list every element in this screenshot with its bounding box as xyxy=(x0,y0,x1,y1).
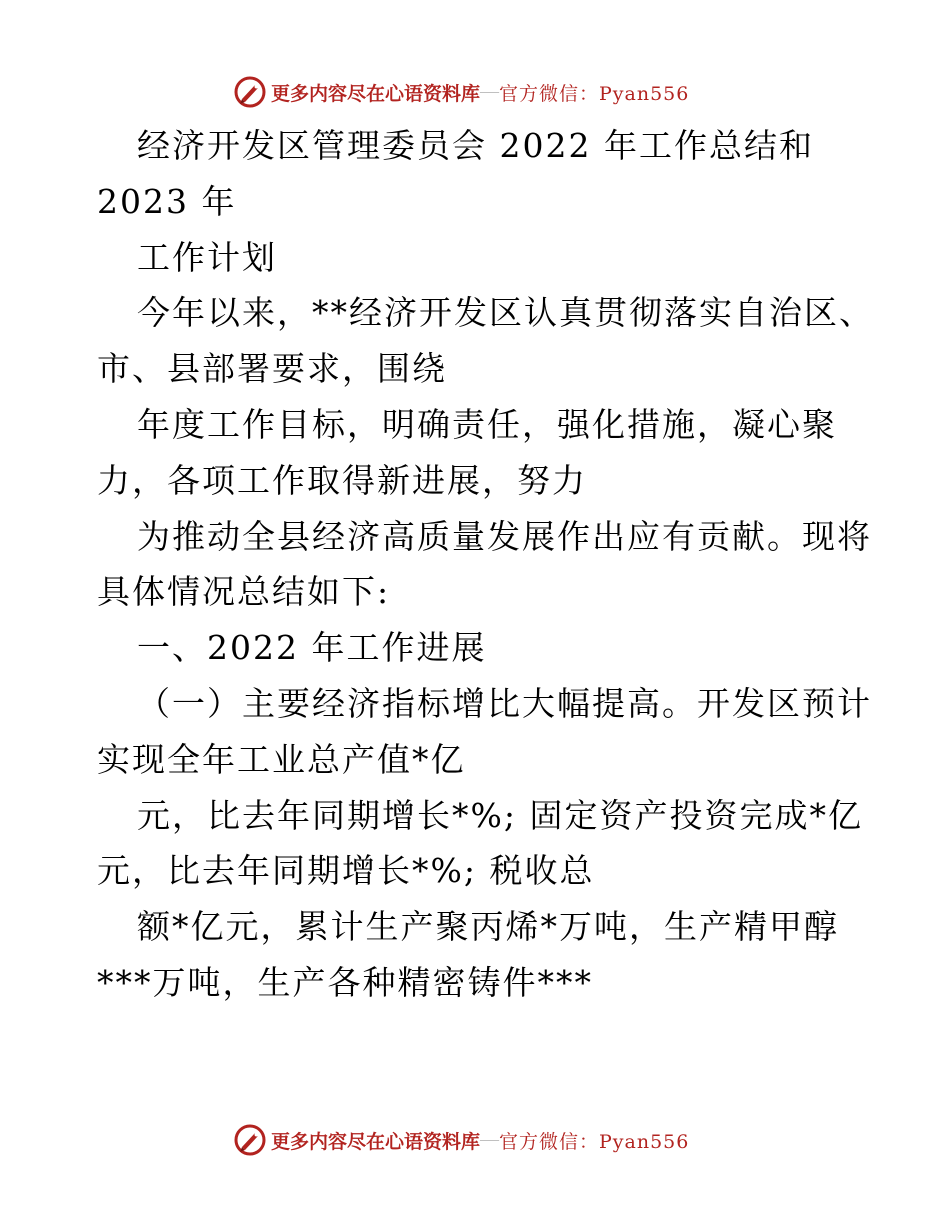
pen-logo-icon xyxy=(233,1123,267,1157)
paragraph-line: ***万吨，生产各种精密铸件*** xyxy=(97,962,593,1002)
banner-contact: 官方微信：Pyan556 xyxy=(499,1130,690,1153)
banner-contact: 官方微信：Pyan556 xyxy=(499,82,690,105)
paragraph-line: 今年以来，**经济开发区认真贯彻落实自治区、 xyxy=(137,293,874,333)
footer-watermark-banner xyxy=(0,1120,950,1160)
paragraph-line: 力，各项工作取得新进展，努力 xyxy=(97,460,587,500)
paragraph-line: 实现全年工业总产值*亿 xyxy=(97,739,466,779)
paragraph-line: 额*亿元，累计生产聚丙烯*万吨，生产精甲醇 xyxy=(137,907,839,947)
paragraph-line: 元，比去年同期增长*%; 税收总 xyxy=(97,851,595,891)
paragraph-line: 元，比去年同期增长*%; 固定资产投资完成*亿 xyxy=(137,795,863,835)
title-line-3: 工作计划 xyxy=(137,237,277,277)
paragraph-line: 年度工作目标，明确责任，强化措施，凝心聚 xyxy=(137,404,837,444)
banner-dash: — xyxy=(480,81,500,102)
paragraph-line: 具体情况总结如下: xyxy=(97,572,391,612)
banner-site-text: 更多内容尽在心语资料库 xyxy=(271,1130,481,1153)
banner-content xyxy=(233,1120,689,1160)
banner-content xyxy=(233,72,689,112)
paragraph-line: 为推动全县经济高质量发展作出应有贡献。现将 xyxy=(137,516,872,556)
document-body xyxy=(97,118,874,1011)
header-watermark-banner xyxy=(0,72,950,112)
title-line-2: 2023 年 xyxy=(97,181,237,221)
section-heading: 一、2022 年工作进展 xyxy=(137,628,487,668)
banner-site-text: 更多内容尽在心语资料库 xyxy=(271,82,481,105)
title-line-1: 经济开发区管理委员会 2022 年工作总结和 xyxy=(137,126,814,165)
banner-dash: — xyxy=(480,1129,500,1150)
pen-logo-icon xyxy=(233,75,267,109)
paragraph-line: （一）主要经济指标增比大幅提高。开发区预计 xyxy=(137,683,872,723)
paragraph-line: 市、县部署要求，围绕 xyxy=(97,349,447,389)
